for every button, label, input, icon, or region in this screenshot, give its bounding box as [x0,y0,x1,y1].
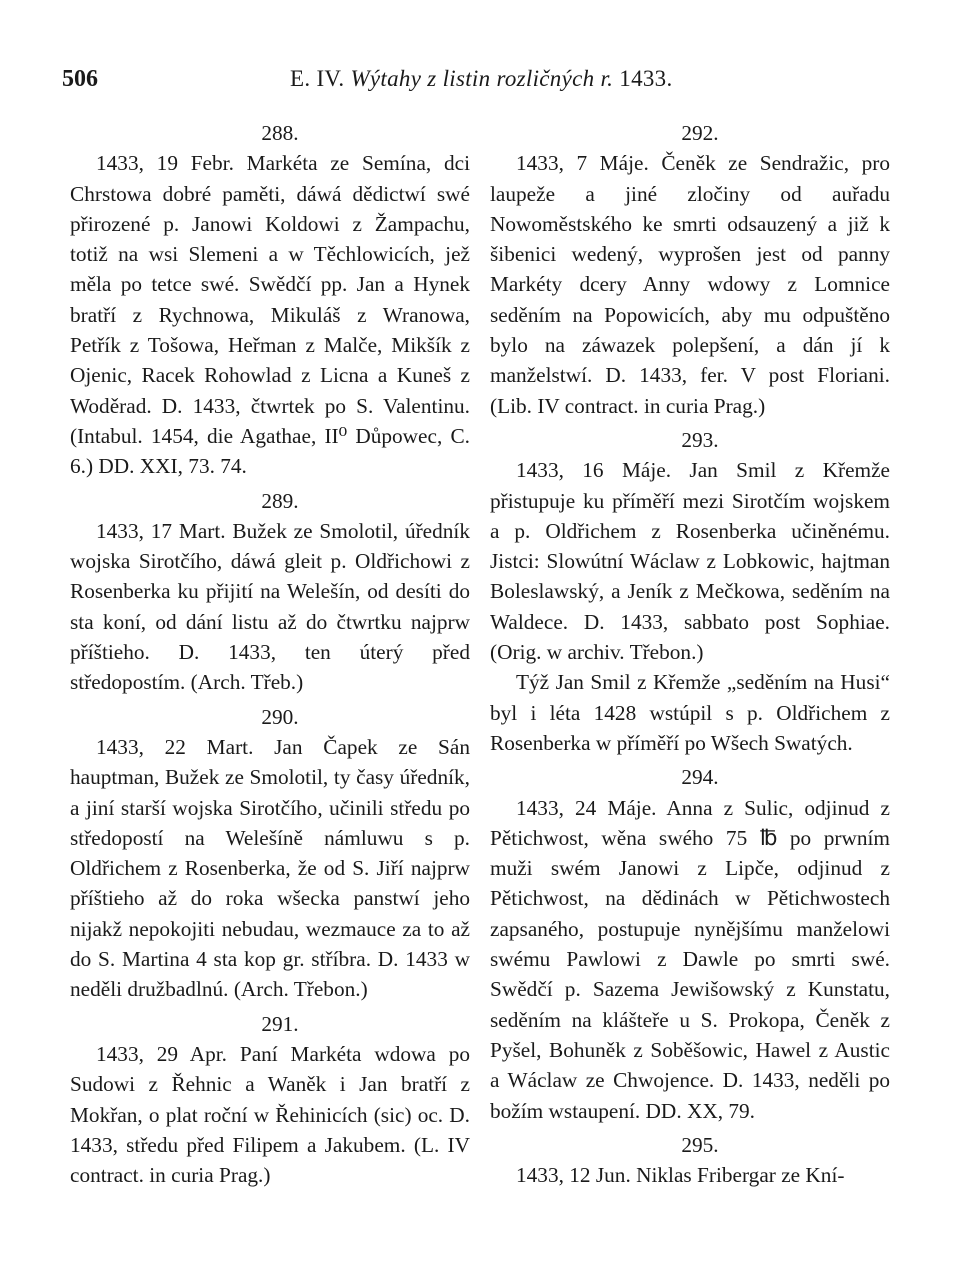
entry-number: 294. [681,765,719,790]
entry-number: 292. [681,121,719,145]
entry-number: 288. [261,121,299,145]
running-head-title: Wýtahy z listin rozličných r. [350,66,614,91]
entry-number: 295. [681,1132,719,1157]
running-head [290,66,673,92]
entry-paragraph: 1433, 16 Máje. Jan Smil z Křemže přistupuje ku příměří mezi Sirotčím wojskem a p. Oldřichem z Rosenberka učiněnému. Jistci: Slowútní Wáclaw z Lobkowic, hajtman Boleslawský, a Jeník z Mečkowa, seděním na Waldece. D. 1433, sabbato post Sophiae. (Orig. w archiv. Třebon.) [490,458,890,665]
entry-paragraph: 1433, 17 Mart. Bužek ze Smolotil, úředník wojska Sirotčího, dáwá gleit p. Oldřichowi z Rosenberka ku přijití na Welešín, od desíti do sta koní, od dání listu až do čtwrtku najprw příštieho. D. 1433, ten úterý před středopostím. (Arch. Třeb.) [70,518,470,695]
entry-number: 291. [261,1011,299,1036]
entry-number: 290. [261,704,299,729]
entry-paragraph: 1433, 22 Mart. Jan Čapek ze Sán hauptman, Bužek ze Smolotil, ty časy úředník, a jiní starší wojska Sirotčího, učinili středu po středopostí na Welešíně námluwu s p. Oldřichem z Rosenberka, že od S. Jiří najprw příštieho až do roka wšecka panstwí jeho nijakž nepokojiti nebudau, wezmauce za to až do S. Martina 4 sta kop gr. stříbra. D. 1433 w neděli družbadlnú. (Arch. Třebon.) [70,734,470,1002]
entry-paragraph: 1433, 7 Máje. Čeněk ze Sendražic, pro laupeže a jiné zločiny od auřadu Nowoměstského ke smrti odsauzený a již k šibenici wedený, wyprošen jest od panny Markéty dcery Anny wdowy z Lomnice seděním na Popowicích, aby mu odpuštěno bylo na záwazek polepšení, a dán jí k manželstwí. D. 1433, fer. V post Floriani. (Lib. IV contract. in curia Prag.) [490,151,890,418]
entry-paragraph: 1433, 19 Febr. Markéta ze Semína, dci Chrstowa dobré paměti, dáwá dědictwí swé přirozené p. Janowi Koldowi z Žampachu, totiž na wsi Slemeni a w Těchlowicích, jež měla po tetce swé. Swědčí pp. Jan a Hynek bratří z Rychnowa, Mikuláš z Wranowa, Petřík z Tošowa, Heřman z Malče, Mikšík z Ojenic, Racek Rohowlad z Licna a Kuneš z Woděrad. D. 1433, čtwrtek po S. Valentinu. (Intabul. 1454, die Agathae, II⁰ Důpowec, C. 6.) DD. XXI, 73. 74. [70,151,470,479]
running-head-year: 1433. [619,66,673,91]
entry-paragraph: 1433, 29 Apr. Paní Markéta wdowa po Sudowi z Řehnic a Waněk i Jan bratří z Mokřan, o plat roční w Řehinicích (sic) oc. D. 1433, středu před Filipem a Jakubem. (L. IV contract. in curia Prag.) [70,1041,470,1188]
right-column [490,118,890,1194]
entry-number: 293. [681,427,719,452]
page-number: 506 [62,66,98,92]
entry-paragraph: 1433, 24 Máje. Anna z Sulic, odjinud z Pětichwost, wěna swého 75 ℔ po prwním muži swém Janowi z Lipče, odjinud z Pětichwost, na dědinách w Pětichwostech zapsaného, postupuje nynějšímu manželowi swému Pawlowi z Dawle po smrti swé. Swědčí p. Sazema Jewišowský z Kunstatu, seděním na klášteře u S. Prokopa, Čeněk z Pyšel, Bohuněk z Soběšowic, Hawel z Austic a Wáclaw ze Chwojence. D. 1433, neděli po božím wstaupení. DD. XX, 79. [490,795,890,1123]
entry-paragraph: 1433, 12 Jun. Niklas Fribergar ze Kní- [516,1163,845,1188]
running-head-prefix: E. IV. [290,66,345,91]
entry-number: 289. [261,488,299,513]
left-column [70,118,470,1194]
entry-paragraph: Týž Jan Smil z Křemže „seděním na Husi“ byl i léta 1428 wstúpil s p. Oldřichem z Rosenberka w příměří po Wšech Swatých. [490,670,890,755]
running-header [62,66,902,102]
